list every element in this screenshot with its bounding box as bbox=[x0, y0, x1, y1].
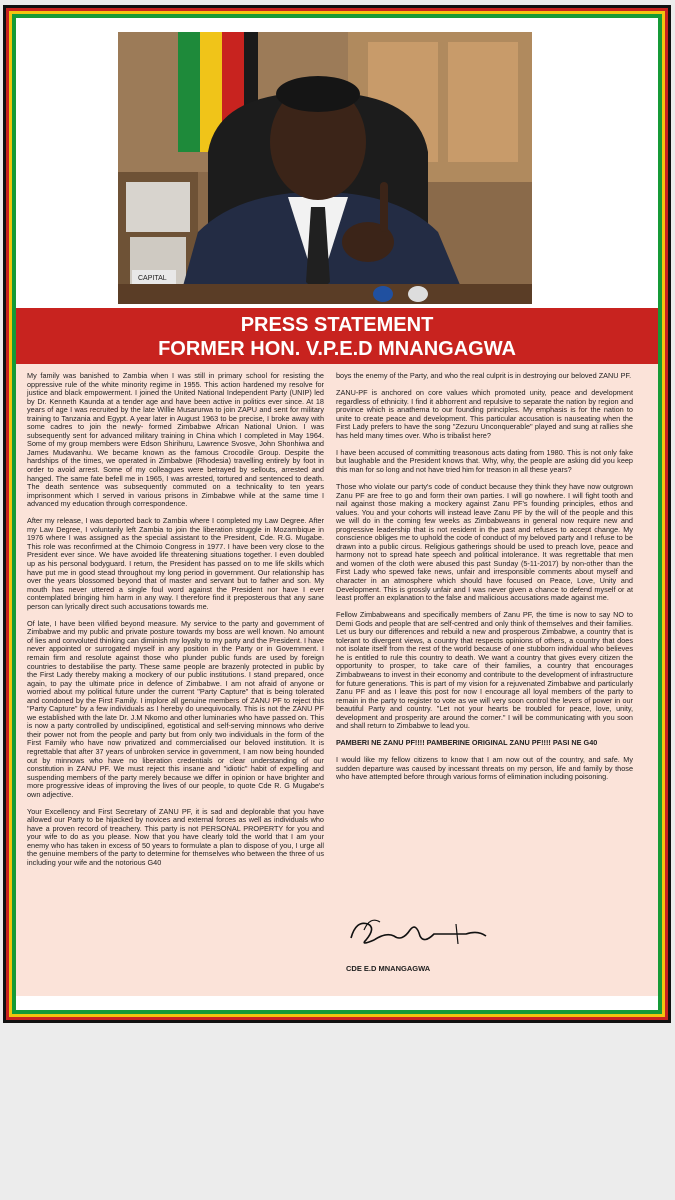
statement-sheet bbox=[16, 18, 658, 1010]
nameplate bbox=[132, 270, 176, 284]
svg-text:CAPITAL: CAPITAL bbox=[138, 275, 167, 282]
headline-banner bbox=[16, 308, 658, 364]
paragraph: After my release, I was deported back to Zambia where I completed my Law Degree. After my Law Degree, I voluntarily left Zambia to join the liberation struggle in Mozambique in 1976 where I was assigned as the special assistant to the President, Cde. R.G. Mugabe. This role was reconfirmed at the Chimoio Congress in 1977. I have been very close to the President ever since. We have avoided life threatening situations together. I even doubled up as his personal bodyguard. I return, the President has passed on to me life skills which have put me in good stead throughout my long period in government. Our relationship has over the years blossomed beyond that of master and servant but to father and son. My mouth has never uttered a single foul word against the President nor have I ever contemplated bringing him harm in any way. I therefore find it preposterous that any sane person can lyrically direct such accusations towards me. bbox=[27, 516, 324, 611]
portrait-photo bbox=[118, 32, 532, 304]
paragraph: I have been accused of committing treasonous acts dating from 1980. This is not only fake but laughable and the President knows that. Why, why, the people are asking did you keep this man for so long and not have tried him for treason in all these years? bbox=[336, 447, 633, 474]
paragraph: Those who violate our party's code of conduct because they think they have now outgrown Zanu PF are free to go and form their own parties. I will go nowhere. I will fight tooth and nail against those making a mockery against Zanu PF's founding principles, ethos and values. You and your cohorts will instead leave Zanu PF by the will of the people and this we will do in the coming few weeks as Zimbabweans in general now require new and progressive leadership that is not resident in the past and refuses to accept change. My conscience obliges me to uphold the code of conduct of my beloved party and I refuse to be drawn into a public circus. Religious gatherings should be used to preach love, peace and harmony not to spread hate speech and political intolerance. It was regrettable that men and women of the cloth were abused this past Sunday (5-11-2017) by non-other than the First Lady who spewed fake news, unfair and irresponsible comments about myself and character in an atmosphere which should have focused on Peace, Love, Unity and Development. This is grossly unfair and I was never given a chance to defend myself or at least proffer an explanation to the false and malicious accusations made against me. bbox=[336, 481, 633, 603]
green-border bbox=[12, 14, 662, 1014]
right-column bbox=[336, 372, 633, 790]
paragraph: My family was banished to Zambia when I was still in primary school for resisting the oppressive rule of the white minority regime in 1955. This action hardened my resolve for justice and black empowerment. I joined the United National Independent Party (UNIP) led by Dr. Kenneth Kaunda at a tender age and have been active in politics ever since. At 18 years of age I was recruited by the late Willie Musarurwa to join ZAPU and sent for military training to Tanzania and Egypt. A year later in August 1963 to be precise, I broke away with some cadres to join the newly- formed Zimbabwe African National Union. I was subsequently sent for advanced military training in China which I completed in May 1964. Some of my group members were Edson Shirihuru, Lawrence Svosve, John Shonhiwa and James Mudavanhu. We became known as the famous Crocodile Group. Despite the hardships of the times, we operated in Zimbabwe (Rhodesia) travelling entirely by foot in order to avoid arrest. Some of my colleagues were betrayed by sellouts, arrested and hanged. The same fate befell me in 1965, I was arrested, tortured and sentenced to death. The death sentence was subsequently commuted on a technicality to ten years imprisonment which I served in various prisons in Zimbabwe while at the same time I advanced my education through correspondence. bbox=[27, 371, 324, 509]
paragraph: Your Excellency and First Secretary of ZANU PF, it is sad and deplorable that you have allowed our Party to be hijacked by novices and external forces as well as individuals who have a proven record of treachery. This party is not PERSONAL PROPERTY for you and your wife to do as you please. Now that you have clearly told the world that I am your enemy who has taken in excess of 50 years to formulate a plan to dispose of you, I urge all the genuine members of the party to determine for themselves who between the three of us including your wife and the notorious G40 bbox=[27, 806, 324, 868]
paragraph: boys the enemy of the Party, and who the real culprit is in destroying our beloved ZANU PF. bbox=[336, 371, 632, 380]
statement-body bbox=[16, 364, 658, 996]
flag-border bbox=[3, 5, 671, 1023]
signatory-name: CDE E.D MNANGAGWA bbox=[346, 964, 431, 973]
paragraph: Of late, I have been vilified beyond measure. My service to the party and government of Zimbabwe and my public and private posture towards my boss are well known. No amount of lies and convoluted thinking can diminish my loyalty to my party and the President. I have never appointed or surrogated myself in any position in the Party or in Government. I remain firm and resolute against those who plunder public funds are used by foreign countries to destabilise the party. These same people are brazenly protected in public by the First Lady thereby making a mockery of our public institutions. I stand prepared, once again, to pay the ultimate price in defence of Zimbabwe. I am not afraid of anyone or worried about my political future under the current "Party Capture" that is being tolerated and condoned by the First Family. I implore all genuine members of ZANU PF to reject this "Party Capture" by a few individuals as I hereby do unequivocally. This is not the ZANU PF we established with the late Dr. J.M Nkomo and other luminaries who have passed on. This is now a party controlled by undisciplined, egotistical and self-serving minnows who derive their power not from the people and party but from only two individuals in the form of the First Family who have now privatized and commercialised our beloved institution. It is regrettable that after 37 years of unbroken service in government, I am now being hounded out by minnows who have no liberation credentials or clear understanding of our constitution in ZANU PF. We must reject this insane and "idiotic" habit of expelling and suspending members of the party merely because we differ in opinion or have brighter and more progressive ideas of improving the lives of our people, to quote Cde R. G Mugabe's own adjective. bbox=[27, 618, 324, 799]
paragraph: Fellow Zimbabweans and specifically members of Zanu PF, the time is now to say NO to Demi Gods and people that are self-centred and only think of themselves and their families. Let us bury our differences and rebuild a new and prosperous Zimbabwe, a country that is tolerant to divergent views, a country that respects opinions of others, a country that does not isolate itself from the rest of the world because of one stubborn individual who believes he is entitled to rule this country to death. We want a country that gives every citizen the opportunity to prosper, to take care of their families, a country that encourages Zimbabweans to invest in their economy and contribute to the development of infrastructure for future generations. This is part of my vision for a rejuvenated Zimbabwe and particularly Zanu PF and as I leave this post for now I encourage all loyal members of the party to remain in the party to register to vote as we will very soon control the levers of power in our beautiful Party and country. "Let not your hearts be troubled for peace, love, unity, development and prosperity are around the corner." I will be communicating with you soon and shall return to Zimbabwe to lead you. bbox=[336, 610, 633, 731]
left-column bbox=[27, 372, 324, 876]
red-border bbox=[6, 8, 668, 1020]
yellow-border bbox=[9, 11, 665, 1017]
headline-subtitle: FORMER HON. V.P.E.D MNANGAGWA bbox=[158, 338, 516, 360]
signature-image bbox=[346, 910, 496, 955]
slogan: PAMBERI NE ZANU PF!!!! PAMBERINE ORIGINAL ZANU PF!!!! PASI NE G40 bbox=[336, 738, 598, 748]
paragraph: ZANU-PF is anchored on core values which promoted unity, peace and development regardless of ethnicity. I find it abhorrent and repulsive to separate the nation by region and province which is anathema to our founding principles. My emphasis is for the nation to unite to create peace and development. This particular accusation is nauseating when the First Lady prefers to have the song "Zezuru Unconquerable" played and sung at rallies she has held many times over. Who is tribalist here? bbox=[336, 388, 633, 440]
closing-paragraph: I would like my fellow citizens to know that I am now out of the country, and safe. My sudden departure was caused by incessant threats on my person, life and family by those who have attempted before through various forms of elimination including poisoning. bbox=[336, 755, 633, 782]
headline-title: PRESS STATEMENT bbox=[240, 314, 434, 336]
